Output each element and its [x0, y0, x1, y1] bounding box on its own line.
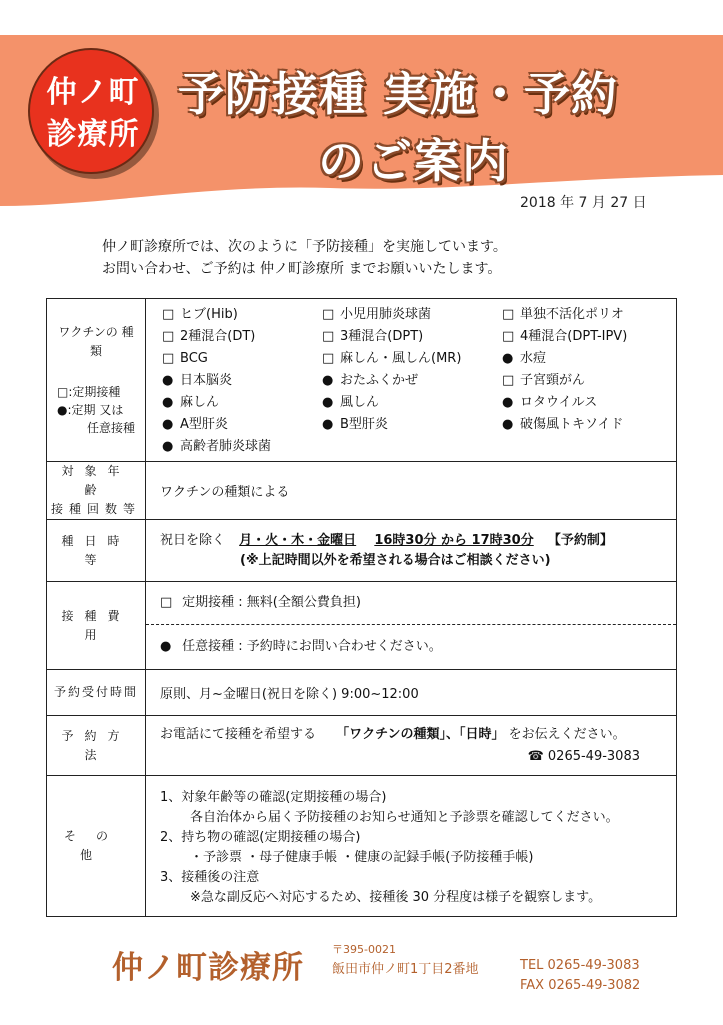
other-line: ・予診票 ・母子健康手帳 ・健康の記録手帳(予防接種手帳)	[190, 850, 534, 865]
schedule-days: 月・火・木・金曜日	[239, 532, 357, 548]
method-content	[146, 716, 677, 776]
footer-zip: 〒395-0021	[332, 943, 396, 956]
legend-regular: □:定期接種	[57, 385, 121, 399]
empty-square-icon: □	[322, 307, 335, 322]
vaccines-label: ワクチンの 種 類	[58, 325, 134, 358]
schedule-note: (※上記時間以外を希望される場合はご相談ください)	[240, 552, 551, 568]
age-value: ワクチンの種類による	[146, 462, 677, 520]
footer-fax: FAX 0265-49-3082	[520, 978, 641, 993]
other-line: 1、対象年齢等の確認(定期接種の場合)	[160, 790, 387, 805]
filled-circle-icon: ●	[162, 395, 174, 410]
page-title: 予防接種 実施・予約	[178, 67, 619, 121]
info-table	[46, 298, 677, 917]
vaccine-item	[162, 415, 322, 434]
vaccine-name: B型肝炎	[340, 417, 388, 432]
schedule-time: 16時30分 から 17時30分	[374, 532, 534, 548]
fee-regular: 定期接種 : 無料(全額公費負担)	[182, 595, 361, 610]
vaccine-name: 3種混合(DPT)	[340, 329, 424, 344]
vaccine-item	[322, 415, 502, 434]
row-fee	[47, 582, 677, 670]
footer-address: 飯田市仲ノ町1丁目2番地	[332, 962, 479, 977]
filled-circle-icon: ●	[162, 417, 174, 432]
vaccine-item	[502, 393, 662, 412]
vaccine-name: 高齢者肺炎球菌	[180, 439, 272, 454]
other-label-cell	[47, 776, 146, 917]
vaccine-name: 麻しん	[180, 395, 220, 410]
vaccine-name: 小児用肺炎球菌	[340, 307, 432, 322]
vaccine-name: 日本脳炎	[180, 373, 233, 388]
schedule-label-cell	[47, 520, 146, 582]
fee-optional: 任意接種 : 予約時にお問い合わせください。	[182, 639, 442, 654]
vaccine-name: 風しん	[340, 395, 380, 410]
vaccine-item	[322, 349, 502, 368]
issue-date: 2018 年 7 月 27 日	[520, 195, 647, 211]
filled-circle-icon: ●	[322, 373, 334, 388]
vaccines-content	[146, 299, 677, 462]
row-vaccines	[47, 299, 677, 462]
other-line: 2、持ち物の確認(定期接種の場合)	[160, 830, 361, 845]
vaccine-item	[322, 305, 502, 324]
empty-square-icon: □	[502, 329, 515, 344]
vaccine-item	[162, 327, 322, 346]
vaccine-name: ヒブ(Hib)	[180, 307, 238, 322]
vaccine-name: A型肝炎	[180, 417, 228, 432]
hours-label: 予約受付時間	[53, 685, 138, 699]
intro-line2: お問い合わせ、ご予約は 仲ノ町診療所 までお願いいたします。	[102, 261, 502, 277]
vaccine-item	[322, 393, 502, 412]
schedule-content	[146, 520, 677, 582]
row-schedule	[47, 520, 677, 582]
hours-value: 原則、月~金曜日(祝日を除く) 9:00~12:00	[146, 670, 677, 716]
phone-icon: ☎	[527, 748, 544, 764]
fee-label-cell	[47, 582, 146, 670]
vaccine-item	[322, 371, 502, 390]
vaccine-item	[502, 327, 662, 346]
method-prefix: お電話にて接種を希望する	[160, 726, 317, 742]
vaccine-name: ロタウイルス	[520, 395, 598, 410]
badge-line1: 仲ノ町	[46, 75, 140, 110]
row-age	[47, 462, 677, 520]
method-label-cell	[47, 716, 146, 776]
vaccine-item	[162, 393, 322, 412]
filled-circle-icon: ●	[162, 439, 174, 454]
empty-square-icon: □	[322, 329, 335, 344]
empty-square-icon: □	[502, 373, 515, 388]
vaccines-label-cell	[47, 299, 146, 462]
vaccine-name: 破傷風トキソイド	[520, 417, 624, 432]
age-label2: 接種回数等	[51, 502, 142, 516]
vaccine-item	[322, 327, 502, 346]
hours-label-cell	[47, 670, 146, 716]
vaccine-item	[502, 415, 662, 434]
vaccine-item	[502, 371, 662, 390]
intro-text	[102, 236, 507, 280]
vaccine-name: 子宮頸がん	[520, 373, 586, 388]
vaccine-name: BCG	[180, 351, 208, 366]
vaccine-item	[162, 371, 322, 390]
vaccine-name: おたふくかぜ	[340, 373, 419, 388]
vaccine-item	[162, 349, 322, 368]
other-line: ※急な副反応へ対応するため、接種後 30 分程度は様子を観察します。	[190, 890, 602, 905]
vaccine-name: 水痘	[520, 351, 547, 366]
vaccine-item	[502, 305, 662, 324]
method-label: 予約方法	[61, 728, 131, 762]
row-hours	[47, 670, 677, 716]
regular-mark: □	[160, 595, 173, 610]
vaccine-name: 単独不活化ポリオ	[520, 307, 624, 322]
filled-circle-icon: ●	[162, 373, 174, 388]
filled-circle-icon: ●	[322, 395, 334, 410]
other-content	[146, 776, 677, 917]
empty-square-icon: □	[162, 307, 175, 322]
vaccine-item	[162, 305, 322, 324]
vaccine-item	[502, 349, 662, 368]
other-label: その他	[63, 829, 128, 862]
age-label1: 対象年齢	[61, 464, 131, 497]
age-label-cell	[47, 462, 146, 520]
empty-square-icon: □	[162, 351, 175, 366]
method-phone: 0265-49-3083	[547, 748, 640, 764]
schedule-reservation: 【予約制】	[547, 532, 613, 548]
empty-square-icon: □	[502, 307, 515, 322]
vaccine-name: 麻しん・風しん(MR)	[340, 351, 462, 366]
empty-square-icon: □	[322, 351, 335, 366]
vaccine-name: 4種混合(DPT-IPV)	[520, 329, 628, 344]
badge-line2: 診療所	[46, 117, 140, 152]
row-other	[47, 776, 677, 917]
other-line: 3、接種後の注意	[160, 870, 260, 885]
schedule-label: 種日時等	[61, 533, 131, 567]
filled-circle-icon: ●	[502, 417, 514, 432]
footer-tel: TEL 0265-49-3083	[520, 958, 640, 973]
filled-circle-icon: ●	[322, 417, 334, 432]
empty-square-icon: □	[162, 329, 175, 344]
clinic-badge	[28, 72, 158, 156]
optional-mark: ●	[160, 639, 172, 654]
fee-content	[146, 582, 677, 670]
filled-circle-icon: ●	[502, 351, 514, 366]
footer-clinic-name: 仲ノ町診療所	[112, 950, 304, 986]
vaccine-item	[162, 437, 322, 456]
method-emph: 「ワクチンの種類」、「日時」	[336, 726, 505, 742]
schedule-prefix: 祝日を除く	[160, 532, 226, 548]
intro-line1: 仲ノ町診療所では、次のように「予防接種」を実施しています。	[102, 239, 507, 255]
vaccine-name: 2種混合(DT)	[180, 329, 256, 344]
legend-optional: ●:定期 又は	[57, 403, 124, 417]
method-suffix: をお伝えください。	[508, 726, 626, 742]
filled-circle-icon: ●	[502, 395, 514, 410]
row-method	[47, 716, 677, 776]
legend-optional-2: 任意接種	[87, 421, 136, 435]
vaccine-list	[160, 299, 662, 461]
other-line: 各自治体から届く予防接種のお知らせ通知と予診票を確認してください。	[190, 810, 619, 825]
fee-label: 接種費用	[61, 608, 131, 642]
page-subtitle: のご案内	[318, 134, 510, 188]
